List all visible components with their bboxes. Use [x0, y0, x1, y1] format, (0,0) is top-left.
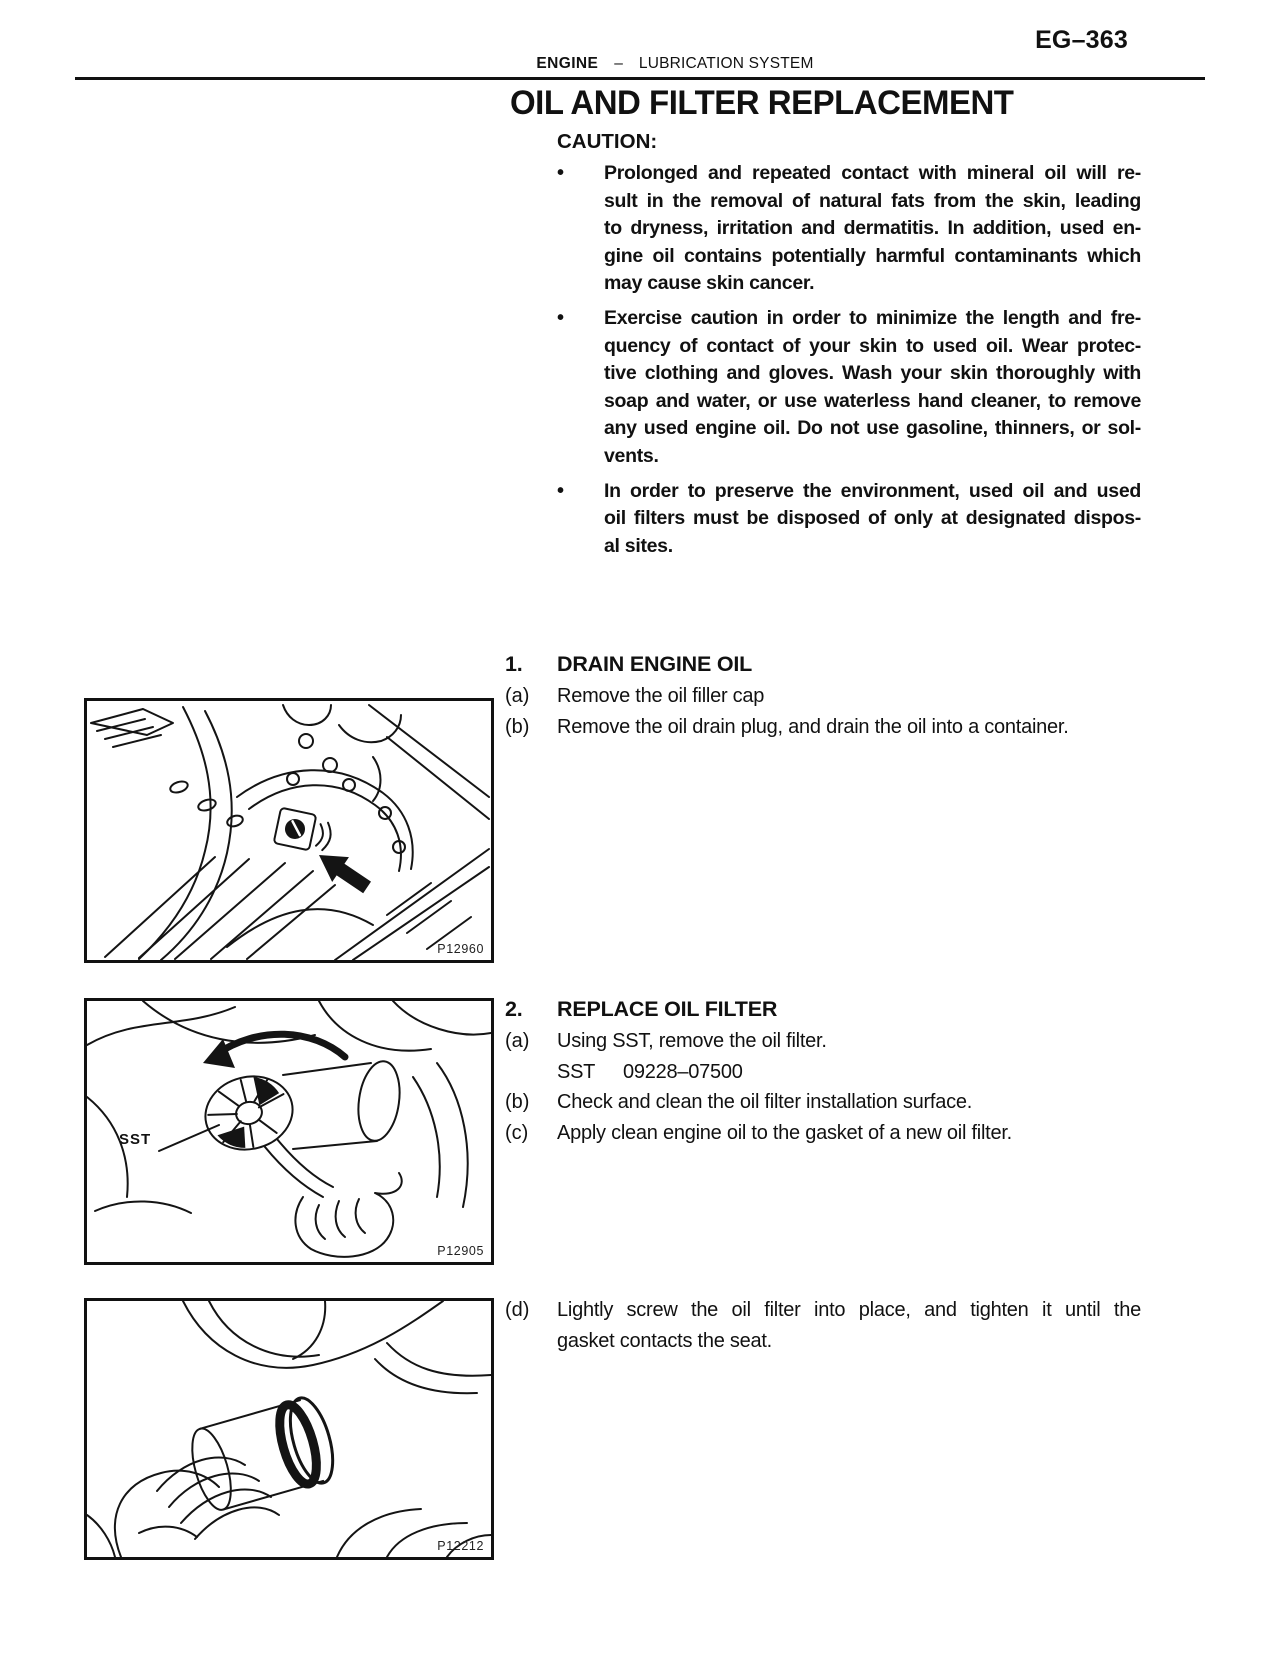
step-number: 1. [505, 652, 523, 676]
text-line: Remove the oil drain plug, and drain the oil into a container. [557, 715, 1069, 738]
text-line: vents. [604, 444, 659, 467]
filter-install-illustration [87, 1301, 491, 1557]
substep-text [557, 1295, 1141, 1356]
substep [505, 1057, 1141, 1088]
substep-text [557, 712, 1141, 743]
bullet-marker: • [557, 306, 565, 329]
step-title: REPLACE OIL FILTER [557, 997, 778, 1021]
text-line: Exercise caution in order to minimize the length and fre- [604, 306, 1141, 329]
substep-label: (a) [505, 1030, 530, 1052]
figure-code: P12905 [437, 1244, 484, 1258]
text-line: any used engine oil. Do not use gasoline, thinners, or sol- [604, 417, 1141, 440]
step-2-block [505, 993, 1141, 1148]
page-number: EG–363 [1035, 26, 1128, 54]
caution-bullet [557, 160, 1141, 298]
figure-code: P12212 [437, 1539, 484, 1553]
text-line: Remove the oil filler cap [557, 685, 765, 707]
substep-label: (c) [505, 1121, 529, 1144]
page-title: OIL AND FILTER REPLACEMENT [510, 84, 1014, 122]
sst-callout-label: SST [119, 1131, 152, 1148]
step-title: DRAIN ENGINE OIL [557, 652, 753, 676]
bullet-text [604, 478, 1141, 561]
text-line: to dryness, irritation and dermatitis. In addition, used en- [604, 217, 1141, 240]
text-line: sult in the removal of natural fats from the skin, leading [604, 189, 1141, 212]
substep [505, 1118, 1141, 1149]
section-name: ENGINE [536, 55, 599, 72]
figure-filter-install [84, 1298, 494, 1560]
text-line: tive clothing and gloves. Wash your skin thoroughly with [604, 362, 1141, 385]
text-line: may cause skin cancer. [604, 272, 815, 295]
sst-tool-number: 09228–07500 [623, 1060, 743, 1083]
text-line: quency of contact of your skin to used oil. Wear protec- [604, 334, 1141, 357]
subsection-name: LUBRICATION SYSTEM [638, 55, 814, 72]
step-number: 2. [505, 997, 523, 1021]
step-1-block [505, 648, 1141, 742]
step-heading [505, 993, 1141, 1026]
step-2d-block [505, 1295, 1141, 1356]
substep-label: (a) [505, 685, 530, 707]
substep-text [557, 1026, 1141, 1057]
substep-text [557, 681, 1141, 712]
pointer-arrow-icon [311, 843, 376, 900]
text-line: Prolonged and repeated contact with mineral oil will re- [604, 162, 1141, 184]
substep-label: (b) [505, 1091, 530, 1113]
drain-plug [274, 808, 335, 854]
substep [505, 1026, 1141, 1057]
substep [505, 681, 1141, 712]
text-line: gine oil contains potentially harmful contaminants which [604, 244, 1141, 267]
cup-wrench [198, 1067, 301, 1158]
caution-label: CAUTION: [557, 130, 658, 153]
section-dash: – [614, 55, 623, 72]
oil-filter [184, 1393, 341, 1516]
substep-label [505, 1057, 557, 1088]
text-line: oil filters must be disposed of only at designated dispos- [604, 507, 1141, 530]
text-line: Apply clean engine oil to the gasket of a new oil filter. [557, 1121, 1012, 1144]
substep-text [557, 1118, 1141, 1149]
substep [505, 712, 1141, 743]
substep-label: (b) [505, 715, 530, 738]
figure-drain-plug [84, 698, 494, 963]
substep [505, 1087, 1141, 1118]
caution-bullet [557, 305, 1141, 471]
bullet-marker: • [557, 479, 565, 502]
figure-code: P12960 [437, 942, 484, 956]
drain-plug-illustration [87, 701, 491, 960]
text-line: Check and clean the oil filter installation surface. [557, 1091, 973, 1113]
text-line: al sites. [604, 534, 673, 557]
bullet-text [604, 160, 1141, 298]
substep-label: (d) [505, 1299, 530, 1321]
text-line: gasket contacts the seat. [557, 1329, 772, 1352]
caution-bullet [557, 478, 1141, 561]
breadcrumb [0, 55, 1280, 73]
substep-text [557, 1057, 1141, 1088]
caution-block [557, 130, 1141, 567]
text-line: In order to preserve the environment, used oil and used [604, 479, 1141, 502]
text-line: Using SST, remove the oil filter. [557, 1030, 827, 1052]
figure-sst-oil-filter [84, 998, 494, 1265]
caution-bullets [557, 160, 1141, 560]
bullet-marker: • [557, 162, 565, 184]
header-rule [75, 77, 1205, 80]
substep [505, 1295, 1141, 1356]
substep-text [557, 1087, 1141, 1118]
bullet-text [604, 305, 1141, 471]
text-line: soap and water, or use waterless hand cleaner, to remove [604, 389, 1141, 412]
sst-tool-name: SST [557, 1060, 596, 1083]
step-heading [505, 648, 1141, 681]
text-line: Lightly screw the oil filter into place, and tighten it until the [557, 1299, 1141, 1321]
